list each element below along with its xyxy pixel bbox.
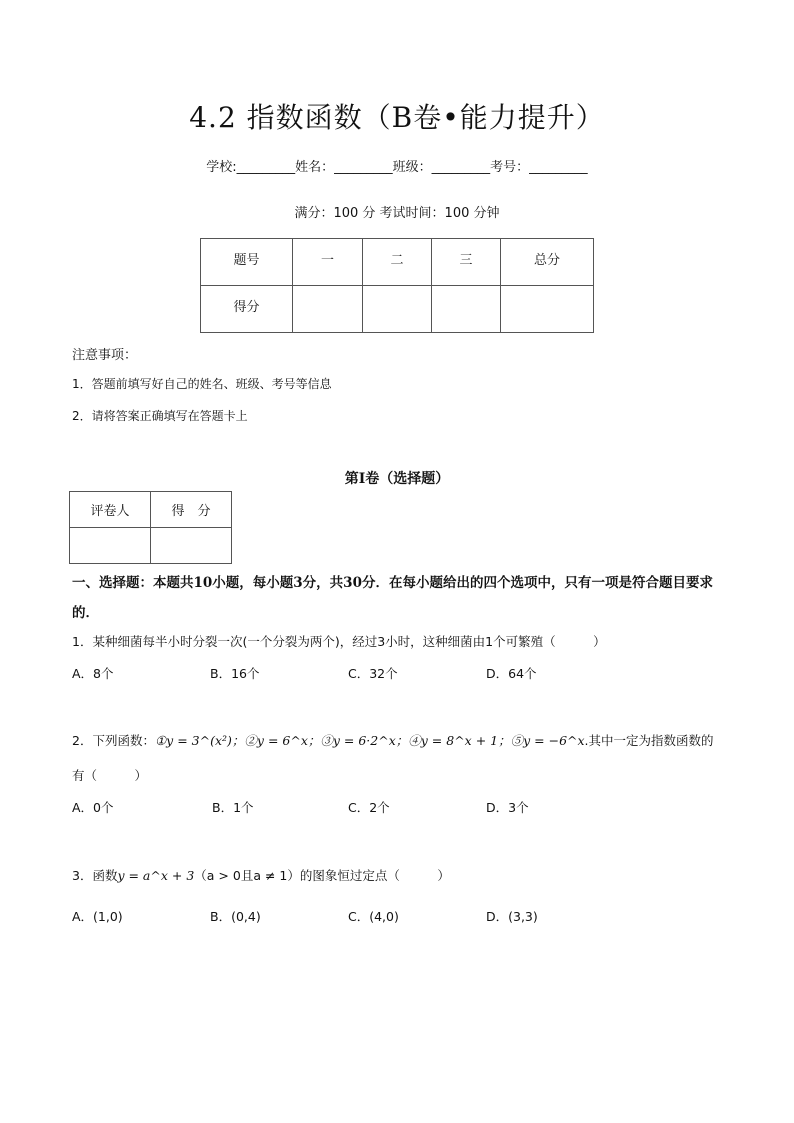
question-3-suffix: 的图象恒过定点（ ） [299,868,450,883]
question-2-function-4: ④y = 8^x + 1； [408,733,511,748]
question-3-option-a[interactable]: A．(1,0) [72,909,123,924]
notes-item-1: 1．答题前填写好自己的姓名、班级、考号等信息 [72,377,332,391]
question-1-option-c[interactable]: C．32个 [348,666,398,681]
question-2-function-2: ②y = 6^x； [244,733,321,748]
question-1-option-a[interactable]: A．8个 [72,666,114,681]
question-3-option-d[interactable]: D．(3,3) [486,909,538,924]
question-2-prefix: 2．下列函数： [72,733,155,748]
question-2-option-b[interactable]: B．1个 [212,800,254,815]
score-cell-label: 题号 [201,239,293,286]
score-input-total[interactable] [501,286,594,333]
notes-heading: 注意事项： [72,348,138,363]
student-info-line: 学校:_________姓名：_________班级：_________考号：_________ [206,160,588,175]
score-cell-1: 一 [293,239,363,286]
score-table [200,238,594,333]
question-3-option-b[interactable]: B．(0,4) [210,909,261,924]
page-title: 4.2 指数函数（B卷•能力提升） [189,101,605,134]
question-2-suffix: .其中一定为指数函数的 [584,733,714,748]
question-2-option-d[interactable]: D．3个 [486,800,529,815]
section-instructions: 一、选择题：本题共10小题，每小题3分，共30分．在每小题给出的四个选项中，只有一项是符合题目要求的． [72,575,713,621]
question-1-text: 1．某种细菌每半小时分裂一次(一个分裂为两个)，经过3小时，这种细菌由1个可繁殖（ ） [72,634,606,649]
grader-score-input[interactable] [151,528,232,564]
question-3-formula: y = a^x + 3 [117,868,195,883]
score-table-header-row [201,239,594,286]
score-table-score-row [201,286,594,333]
section-title: 第I卷（选择题） [344,471,450,487]
question-1-option-d[interactable]: D．64个 [486,666,537,681]
score-input-2[interactable] [363,286,432,333]
score-cell-total: 总分 [501,239,594,286]
question-3-option-c[interactable]: C．(4,0) [348,909,399,924]
question-2-text-line2: 有（ ） [72,768,148,783]
grader-name-input[interactable] [70,528,151,564]
question-1-option-b[interactable]: B．16个 [210,666,260,681]
score-input-3[interactable] [432,286,501,333]
score-cell-2: 二 [363,239,432,286]
grader-score-label: 得 分 [151,492,232,528]
notes-item-2: 2．请将答案正确填写在答题卡上 [72,409,248,423]
question-3-text [72,866,450,884]
question-2-function-5: ⑤y = −6^x [510,733,585,748]
question-2-text [72,731,714,749]
grader-label: 评卷人 [70,492,151,528]
question-2-option-c[interactable]: C．2个 [348,800,390,815]
question-3-prefix: 3．函数 [72,868,118,883]
grader-table [69,491,232,564]
exam-score-time-line: 满分：100 分 考试时间：100 分钟 [294,206,500,221]
question-2-function-1: ①y = 3^(x²)； [154,733,245,748]
question-2-function-3: ③y = 6·2^x； [320,733,409,748]
score-input-1[interactable] [293,286,363,333]
score-row-label: 得分 [201,286,293,333]
question-3-condition: （a > 0且a ≠ 1） [194,868,300,883]
score-cell-3: 三 [432,239,501,286]
question-2-option-a[interactable]: A．0个 [72,800,114,815]
